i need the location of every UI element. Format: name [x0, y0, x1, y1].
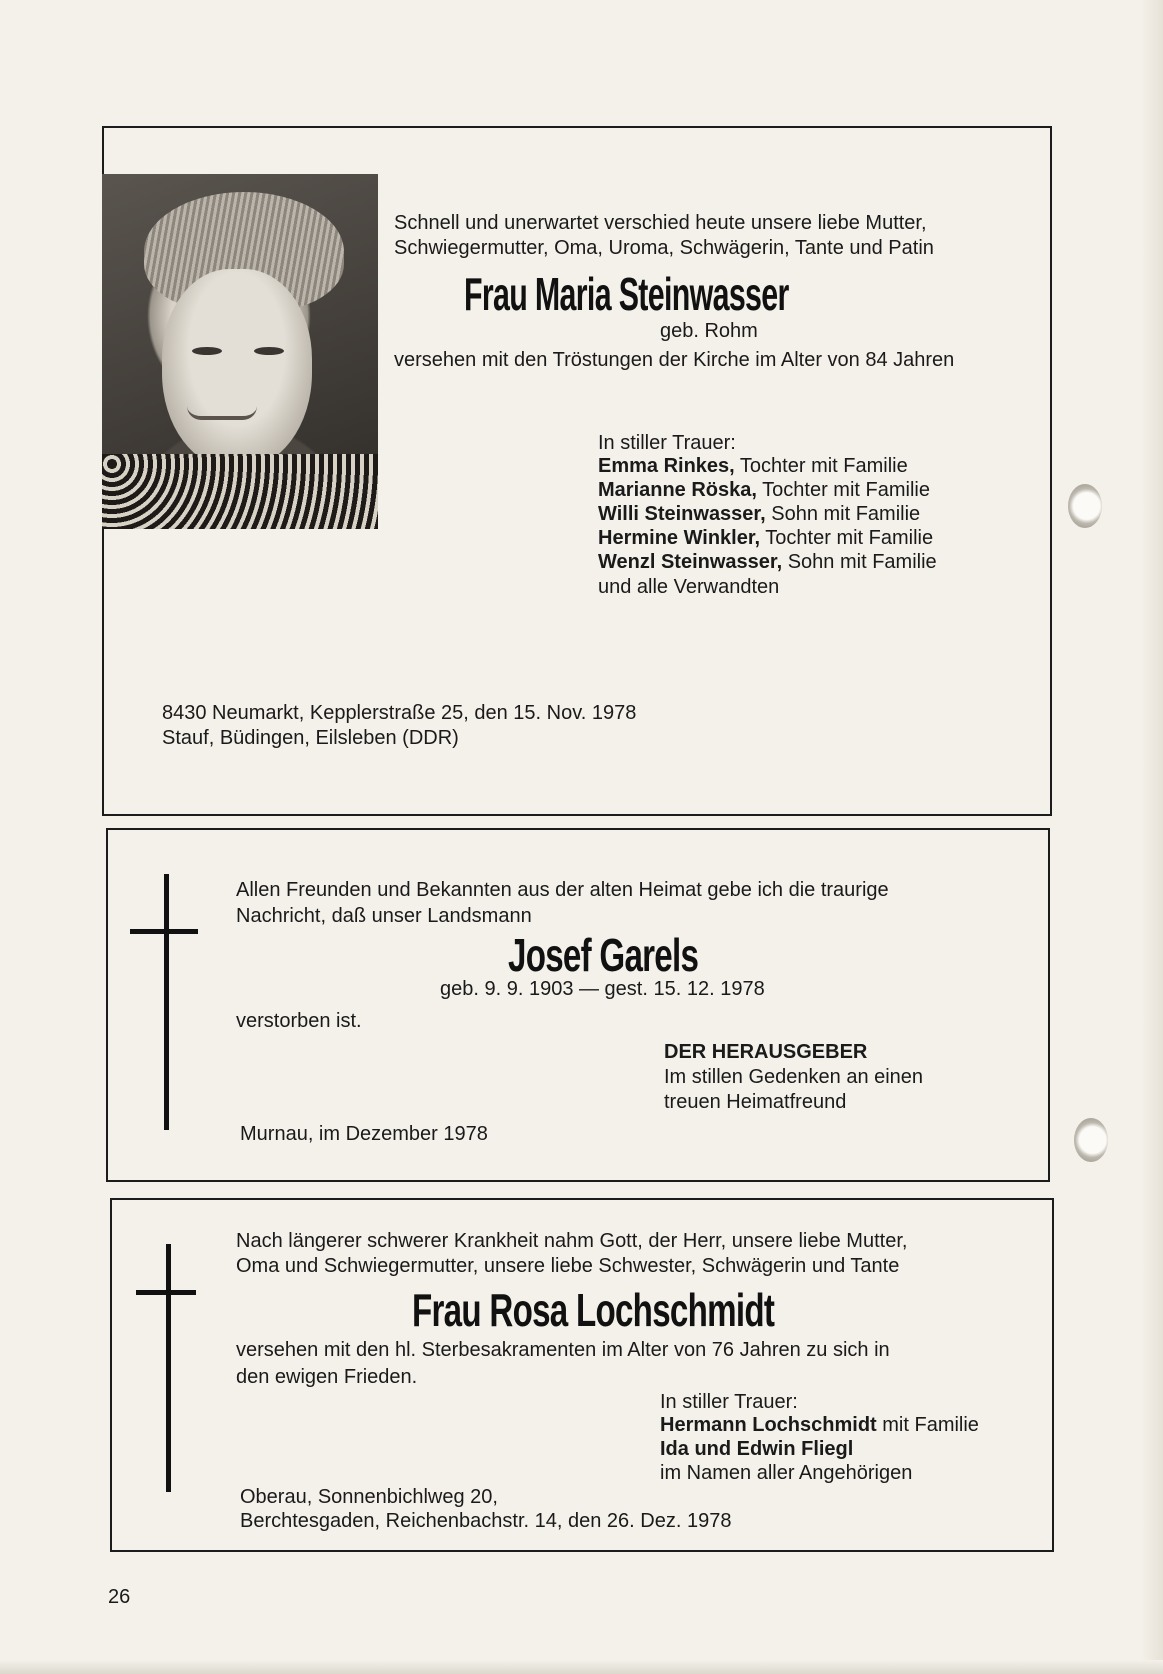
notice3-age-line1: versehen mit den hl. Sterbesakramenten im Alter von 76 Jahren zu sich in: [236, 1339, 890, 1361]
cross-icon: [164, 874, 169, 1130]
notice1-age-line: versehen mit den Tröstungen der Kirche im Alter von 84 Jahren: [394, 349, 955, 371]
punch-hole-bottom: [1074, 1118, 1108, 1162]
notice3-intro-line2: Oma und Schwiegermutter, unsere liebe Schwester, Schwägerin und Tante: [236, 1255, 900, 1277]
notice2-memory-line2: treuen Heimatfreund: [664, 1091, 847, 1113]
notice3-age-line2: den ewigen Frieden.: [236, 1366, 418, 1388]
notice2-intro-line1: Allen Freunden und Bekannten aus der alten Heimat gebe ich die traurige: [236, 879, 889, 901]
notice1-address-line1: 8430 Neumarkt, Kepplerstraße 25, den 15. Nov. 1978: [162, 702, 637, 724]
page-bottom-shadow: [0, 1660, 1163, 1674]
notice2-dates: geb. 9. 9. 1903 — gest. 15. 12. 1978: [440, 978, 765, 1000]
notice3-mourning-heading: In stiller Trauer:: [660, 1391, 798, 1413]
notice1-relatives: und alle Verwandten: [598, 576, 780, 598]
notice3-address-line1: Oberau, Sonnenbichlweg 20,: [240, 1486, 498, 1508]
notice2-intro-line2: Nachricht, daß unser Landsmann: [236, 905, 532, 927]
notice3-deceased-name: Frau Rosa Lochschmidt: [412, 1284, 775, 1336]
page-number: 26: [108, 1586, 131, 1608]
notice1-address-line2: Stauf, Büdingen, Eilsleben (DDR): [162, 727, 459, 749]
notice3-mourner3: im Namen aller Angehörigen: [660, 1462, 913, 1484]
notice3-intro-line1: Nach längerer schwerer Krankheit nahm Gott, der Herr, unsere liebe Mutter,: [236, 1230, 908, 1252]
notice1-deceased-name: Frau Maria Steinwasser: [464, 268, 789, 320]
cross-icon: [166, 1244, 171, 1492]
page-edge-shadow: [1141, 0, 1163, 1674]
notice2-memory-line1: Im stillen Gedenken an einen: [664, 1066, 924, 1088]
notice2-sender: DER HERAUSGEBER: [664, 1041, 868, 1063]
cross-icon-bar: [136, 1290, 196, 1295]
mourner-row: Ida und Edwin Fliegl: [660, 1438, 854, 1460]
notice1-maiden-name: geb. Rohm: [660, 320, 758, 342]
mourner-row: Willi Steinwasser, Sohn mit Familie: [598, 503, 921, 525]
mourner-row: Wenzl Steinwasser, Sohn mit Familie: [598, 551, 937, 573]
cross-icon-bar: [130, 929, 198, 934]
portrait-photo: [102, 174, 378, 529]
notice1-mourning-heading: In stiller Trauer:: [598, 432, 736, 454]
punch-hole-top: [1068, 484, 1102, 528]
notice1-intro-line1: Schnell und unerwartet verschied heute unsere liebe Mutter,: [394, 212, 927, 234]
mourner-row: Hermine Winkler, Tochter mit Familie: [598, 527, 934, 549]
mourner-row: Hermann Lochschmidt mit Familie: [660, 1414, 979, 1436]
mourner-row: Marianne Röska, Tochter mit Familie: [598, 479, 930, 501]
notice3-address-line2: Berchtesgaden, Reichenbachstr. 14, den 26. Dez. 1978: [240, 1510, 732, 1532]
notice2-deceased-name: Josef Garels: [508, 929, 699, 981]
mourner-row: Emma Rinkes, Tochter mit Familie: [598, 455, 908, 477]
notice1-intro-line2: Schwiegermutter, Oma, Uroma, Schwägerin, Tante und Patin: [394, 237, 934, 259]
notice2-died: verstorben ist.: [236, 1010, 362, 1032]
notice2-place-date: Murnau, im Dezember 1978: [240, 1123, 488, 1145]
